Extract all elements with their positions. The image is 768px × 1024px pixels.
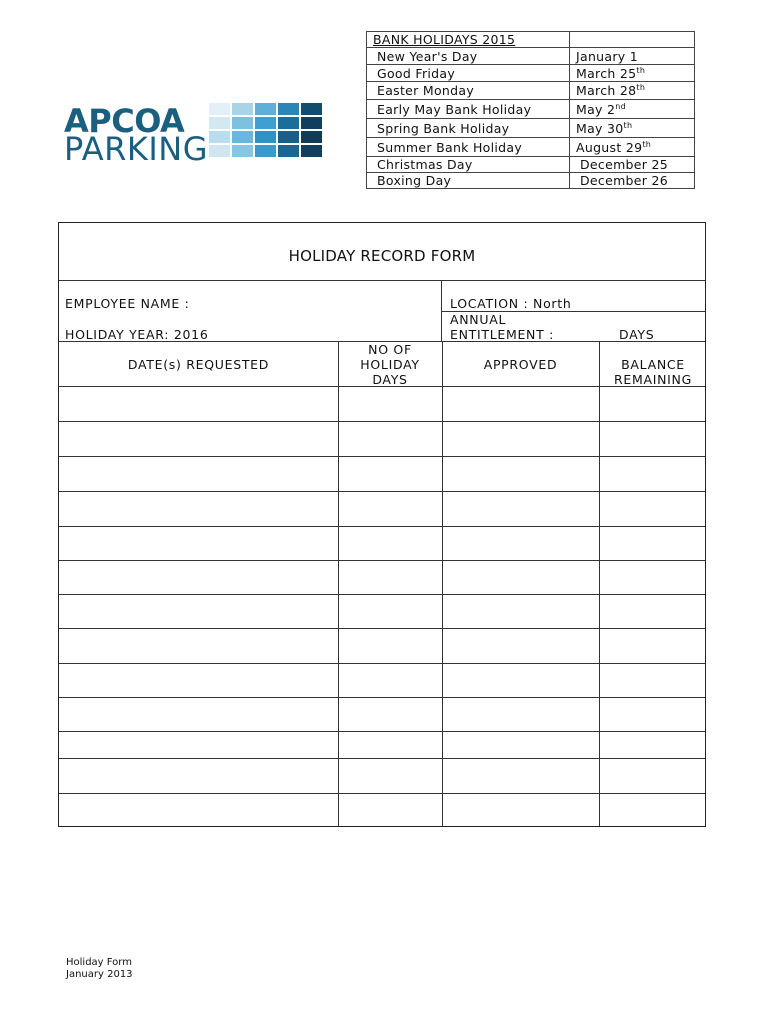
- bank-holiday-row: [367, 173, 695, 189]
- logo-tile-grid-icon: [209, 103, 324, 161]
- header-line: HOLIDAY: [360, 357, 420, 372]
- footer-line-1: Holiday Form: [66, 957, 132, 968]
- bank-holiday-row: [367, 100, 695, 119]
- header-balance-remaining: [599, 357, 707, 387]
- bank-holiday-row: [367, 48, 695, 65]
- holiday-date: March 25th: [570, 65, 695, 82]
- bank-holiday-row: [367, 82, 695, 100]
- footer-line-2: January 2013: [66, 969, 133, 980]
- holiday-date: May 2nd: [570, 100, 695, 119]
- holiday-name: Early May Bank Holiday: [367, 100, 570, 119]
- employee-name-label: EMPLOYEE NAME :: [65, 296, 190, 311]
- annual-label: ANNUAL: [450, 312, 507, 327]
- header-line: BALANCE: [621, 357, 685, 372]
- footer: [66, 957, 133, 981]
- holiday-date: January 1: [570, 48, 695, 65]
- header-no-of-holiday-days: [338, 342, 442, 387]
- form-title: HOLIDAY RECORD FORM: [288, 247, 476, 265]
- holiday-name: Good Friday: [367, 65, 570, 82]
- days-label: DAYS: [619, 327, 655, 342]
- holiday-name: Spring Bank Holiday: [367, 119, 570, 138]
- holiday-date: May 30th: [570, 119, 695, 138]
- holiday-date: December 26: [570, 173, 695, 189]
- header-approved: APPROVED: [483, 357, 558, 372]
- header-line: DAYS: [372, 372, 408, 387]
- bank-holidays-title: BANK HOLIDAYS 2015: [367, 32, 570, 48]
- apcoa-parking-logo: [64, 102, 326, 168]
- table-row[interactable]: [59, 526, 705, 527]
- holiday-name: Christmas Day: [367, 157, 570, 173]
- holiday-date: March 28th: [570, 82, 695, 100]
- header-line: REMAINING: [614, 372, 692, 387]
- holiday-record-form: [58, 222, 706, 827]
- table-row[interactable]: [59, 594, 705, 595]
- bank-holidays-table: [366, 31, 695, 189]
- divider: [442, 341, 443, 826]
- location-label: LOCATION : North: [450, 296, 572, 311]
- table-row[interactable]: [59, 731, 705, 732]
- table-row[interactable]: [59, 421, 705, 422]
- holiday-name: Boxing Day: [367, 173, 570, 189]
- holiday-date: August 29th: [570, 138, 695, 157]
- holiday-name: Easter Monday: [367, 82, 570, 100]
- entitlement-label: ENTITLEMENT :: [450, 327, 555, 342]
- table-row[interactable]: [59, 491, 705, 492]
- holiday-name: Summer Bank Holiday: [367, 138, 570, 157]
- logo-word-parking: PARKING: [64, 130, 209, 168]
- table-row[interactable]: [59, 456, 705, 457]
- holiday-name: New Year's Day: [367, 48, 570, 65]
- bank-holidays-title-blank: [570, 32, 695, 48]
- table-row[interactable]: [59, 697, 705, 698]
- table-row[interactable]: [59, 628, 705, 629]
- divider: [59, 280, 705, 281]
- divider: [441, 280, 442, 342]
- holiday-year-label: HOLIDAY YEAR: 2016: [65, 327, 209, 342]
- header-line: NO OF: [368, 342, 412, 357]
- bank-holiday-row: [367, 157, 695, 173]
- divider: [599, 341, 600, 826]
- bank-holiday-row: [367, 65, 695, 82]
- bank-holiday-row: [367, 138, 695, 157]
- table-row[interactable]: [59, 560, 705, 561]
- table-row[interactable]: [59, 793, 705, 794]
- bank-holiday-row: [367, 119, 695, 138]
- header-dates-requested: DATE(s) REQUESTED: [127, 357, 270, 372]
- table-row[interactable]: [59, 663, 705, 664]
- logo-word-apcoa: APCOA: [64, 102, 185, 140]
- divider: [338, 341, 339, 826]
- holiday-date: December 25: [570, 157, 695, 173]
- table-row[interactable]: [59, 758, 705, 759]
